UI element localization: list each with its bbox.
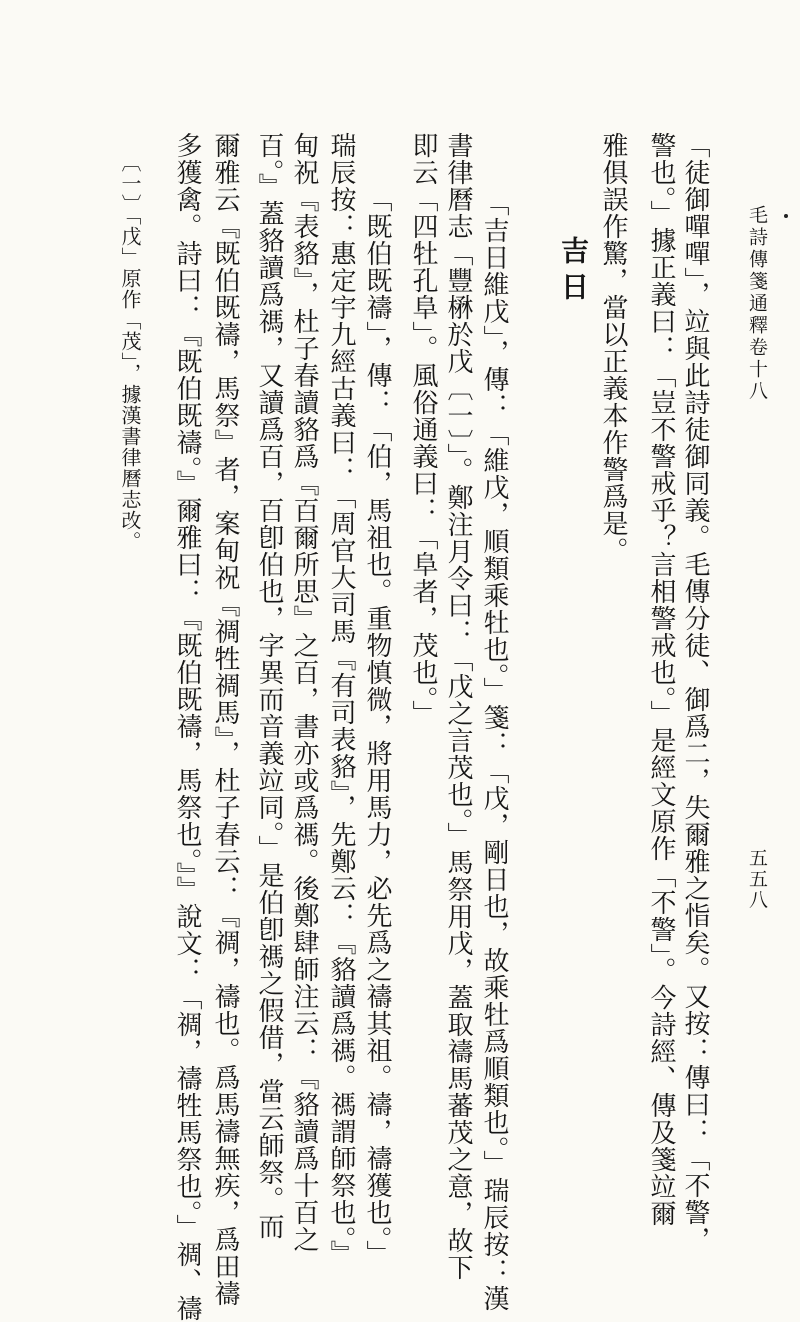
text-column: 瑞辰按：惠定宇九經古義曰：「周官大司馬『有司表貉』，先鄭云：『貉讀爲禡。禡謂師祭也。』 [326, 132, 356, 1267]
text-column: 甸祝『表貉』，杜子春讀貉爲『百爾所思』之百，書亦或爲禡。後鄭肆師注云：『貉讀爲十百之 [289, 132, 319, 1253]
text-column: 「吉日維戊」，傳：「維戊，順類乘牡也。」箋：「戊，剛日也，故乘牡爲順類也。」瑞辰按：漢 [479, 190, 509, 1312]
text-column: 多獲禽。詩曰：『既伯既禱。』爾雅曰：『既伯既禱，馬祭也。』』說文：「禂，禱牲馬祭也。」禂、禱 [172, 132, 202, 1322]
text-column: 即云「四牡孔阜」。風俗通義曰：「阜者，茂也。」 [408, 132, 438, 727]
running-title: 毛詩傳箋通釋卷十八 [746, 205, 768, 403]
text-column: 百。』蓋貉讀爲禡，又讀爲百，百卽伯也，字異而音義竝同。」是伯卽禡之假借，當云師祭。而 [254, 132, 284, 1240]
text-column: 書律曆志「豐楙於戊〔一〕」。鄭注月令曰：「戊之言茂也。」馬祭用戊，蓋取禱馬蕃茂之意，故下 [443, 132, 473, 1281]
text-column: 「徒御嘽嘽」，竝與此詩徒御同義。毛傳分徒、御爲二，失爾雅之恉矣。又按：傳曰：「不警， [680, 132, 710, 1253]
footnote: 〔一〕「戊」原作「茂」，據漢書律曆志改。 [118, 152, 142, 552]
text-column: 「既伯既禱」，傳：「伯，馬祖也。重物慎微，將用馬力，必先爲之禱其祖。禱，禱獲也。」 [362, 186, 392, 1267]
print-speck [784, 214, 788, 218]
text-column: 雅俱誤作驚，當以正義本作警爲是。 [598, 132, 628, 564]
section-heading: 吉日 [557, 236, 590, 308]
text-column: 警也。」據正義曰：「豈不警戒乎？言相警戒也。」是經文原作「不警」。今詩經、傳及箋竝爾 [646, 132, 676, 1227]
page-number: 五五八 [746, 848, 768, 911]
text-column: 爾雅云『既伯既禱，馬祭』者，案甸祝『禂牲禂馬』，杜子春云：『禂，禱也。爲馬禱無疾，爲田禱 [210, 132, 240, 1307]
